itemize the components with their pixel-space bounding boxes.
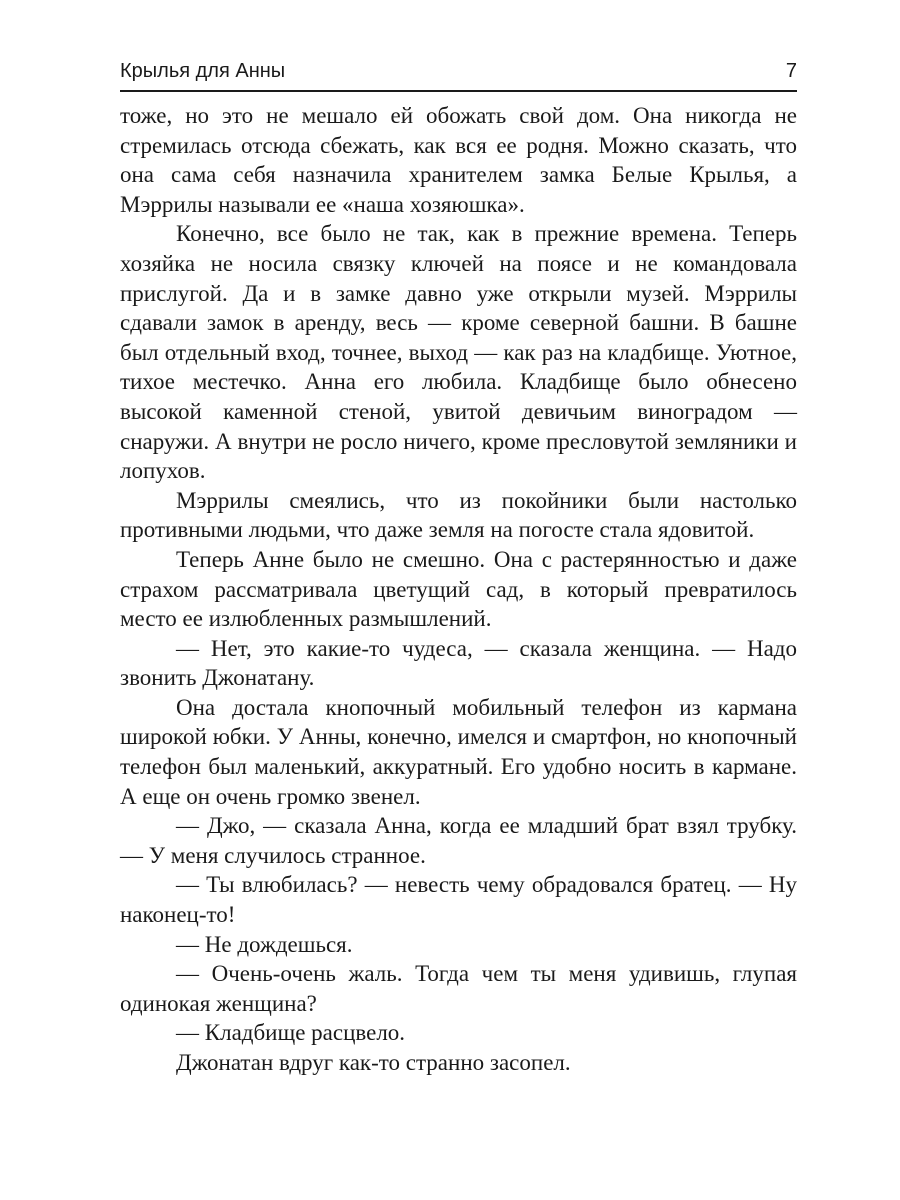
dialogue-line: — Джо, — сказала Анна, когда ее младший брат взял трубку. — У меня случилось странное.	[120, 813, 797, 868]
paragraph: Теперь Анне было не смешно. Она с растерянностью и даже страхом рассматривала цветущий сад, в который превратилось место ее излюбленных размышлений.	[120, 546, 797, 632]
dialogue-line: — Нет, это какие-то чудеса, — сказала женщина. — Надо звонить Джонатану.	[120, 635, 797, 691]
paragraph: Она достала кнопочный мобильный телефон из кармана широкой юбки. У Анны, конечно, имелся и смартфон, но кнопочный телефон был маленький, аккуратный. Его удобно носить в кармане. А еще он очень громко звенел.	[120, 694, 797, 809]
dialogue-line: — Очень-очень жаль. Тогда чем ты меня удивишь, глупая одинокая женщина?	[120, 961, 797, 1016]
dialogue-line: — Ты влюбилась? — невесть чему обрадовался братец. — Ну наконец-то!	[120, 872, 797, 928]
book-title: Крылья для Анны	[120, 60, 286, 82]
paragraph: Джонатан вдруг как-то странно засопел.	[176, 1050, 571, 1075]
paragraph: Мэррилы смеялись, что из покойники были настолько противными людьми, что даже земля на погосте стала ядовитой.	[120, 487, 797, 543]
paragraph: Конечно, все было не так, как в прежние времена. Теперь хозяйка не носила связку ключей на поясе и не командовала прислугой. Да и в замке давно уже открыли музей. Мэррилы сдавали замок в аренду, весь — кроме северной башни. В башне был отдельный вход, точнее, выход — как раз на кладбище. Уютное, тихое местечко. Анна его любила. Кладбище было обнесено высокой каменной стеной, увитой девичьим виноградом — снаружи. А внутри не росло ничего, кроме пресловутой земляники и лопухов.	[120, 221, 797, 484]
dialogue-line: — Кладбище расцвело.	[176, 1020, 406, 1046]
running-header	[120, 56, 797, 92]
page-body	[120, 101, 797, 1078]
page-number: 7	[785, 60, 797, 82]
paragraph: тоже, но это не мешало ей обожать свой дом. Она никогда не стремилась отсюда сбежать, как вся ее родня. Можно сказать, что она сама себя назначила хранителем замка Белые Крылья, а Мэррилы называли ее «наша хозяюшка».	[120, 103, 797, 217]
dialogue-line: — Не дождешься.	[176, 931, 353, 957]
